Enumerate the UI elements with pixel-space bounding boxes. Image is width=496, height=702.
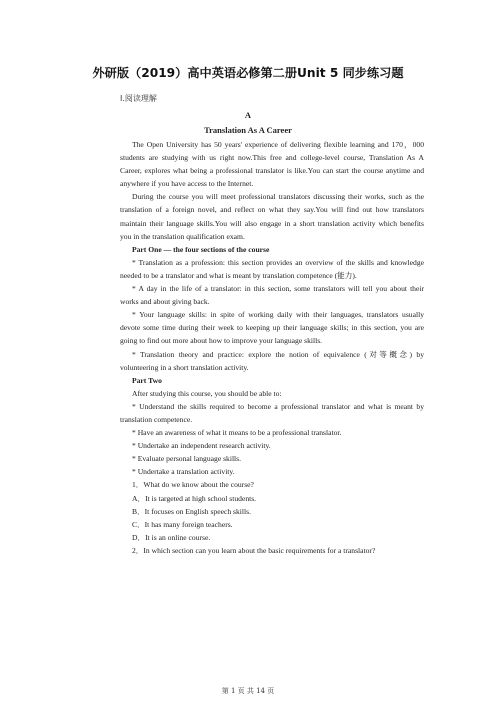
text-line: you in the translation qualification exam. [120,231,245,241]
option-b: B．It focuses on English speech skills. [132,506,251,516]
text-line: devote some time during their week to keeping up their language skills; in this section, you are [120,323,424,333]
outcome-3: * Undertake an independent research activity. [132,441,271,451]
text-line: students are studying with us right now.This free and college-level course, Translation As A [120,153,424,163]
text-line: going to find out more about how to improve your language skills. [120,336,323,346]
article-body [120,138,424,557]
article-letter: A [244,110,252,120]
outcome-5: * Undertake a translation activity. [132,467,235,477]
bullet-section-1 [120,256,424,282]
text-line: * Translation as a profession: this section provides an overview of the skills and knowledge [132,257,424,267]
text-line: * A day in the life of a translator: in this section, some translators will tell you about their [132,284,424,294]
part-two-heading: Part Two [132,375,162,385]
option-c: C．It has many foreign teachers. [132,519,233,529]
text-line: After studying this course, you should be able to: [132,388,282,398]
text-line: The Open University has 50 years' experience of delivering flexible learning and 170，000 [132,140,424,149]
text-line: * Translation theory and practice: explore the notion of equivalence (对等概念) by [132,349,424,359]
outcome-2: * Have an awareness of what it means to be a professional translator. [132,428,342,438]
text-line: During the course you will meet professional translators discussing their works, such as the [132,192,424,202]
article-title: Translation As A Career [204,125,292,135]
text-line: anywhere if you have access to the Internet. [120,179,254,189]
option-d: D．It is an online course. [132,532,211,542]
text-line: translation competence. [120,414,193,424]
question-1: 1．What do we know about the course? [132,480,254,490]
part-one-heading: Part One — the four sections of the course [132,244,270,254]
bullet-section-2 [120,282,424,308]
paragraph-intro [120,138,424,190]
option-a: A．It is targeted at high school students. [132,493,257,503]
text-line: translation of a foreign novel, and reflect on what they say.You will find out how translators [120,205,424,215]
text-line: volunteering in a short translation activity. [120,362,249,372]
text-line: works and about giving back. [120,297,210,307]
page-footer: 第 1 页 共 14 页 [221,687,275,695]
text-line: maintain their language skills.You will also engage in a short translation activity which benefits [120,218,424,228]
text-line: * Understand the skills required to become a professional translator and what is meant by [132,401,424,411]
section-heading: Ⅰ.阅读理解 [120,94,157,103]
outcome-4: * Evaluate personal language skills. [132,454,242,464]
text-line: Career, explores what being a professional translator is like.You can start the course anytime and [120,166,424,176]
text-line: needed to be a translator and what is meant by translation competence (能力). [120,270,357,280]
text-line: * Your language skills: in spite of working daily with their languages, translators usually [132,310,424,320]
outcome-1 [120,400,424,426]
bullet-section-3 [120,308,424,347]
page-title: 外研版（2019）高中英语必修第二册Unit 5 同步练习题 [92,66,404,80]
paragraph-course [120,190,424,242]
bullet-section-4 [120,348,424,374]
question-2: 2．In which section can you learn about the basic requirements for a translator? [132,545,376,555]
